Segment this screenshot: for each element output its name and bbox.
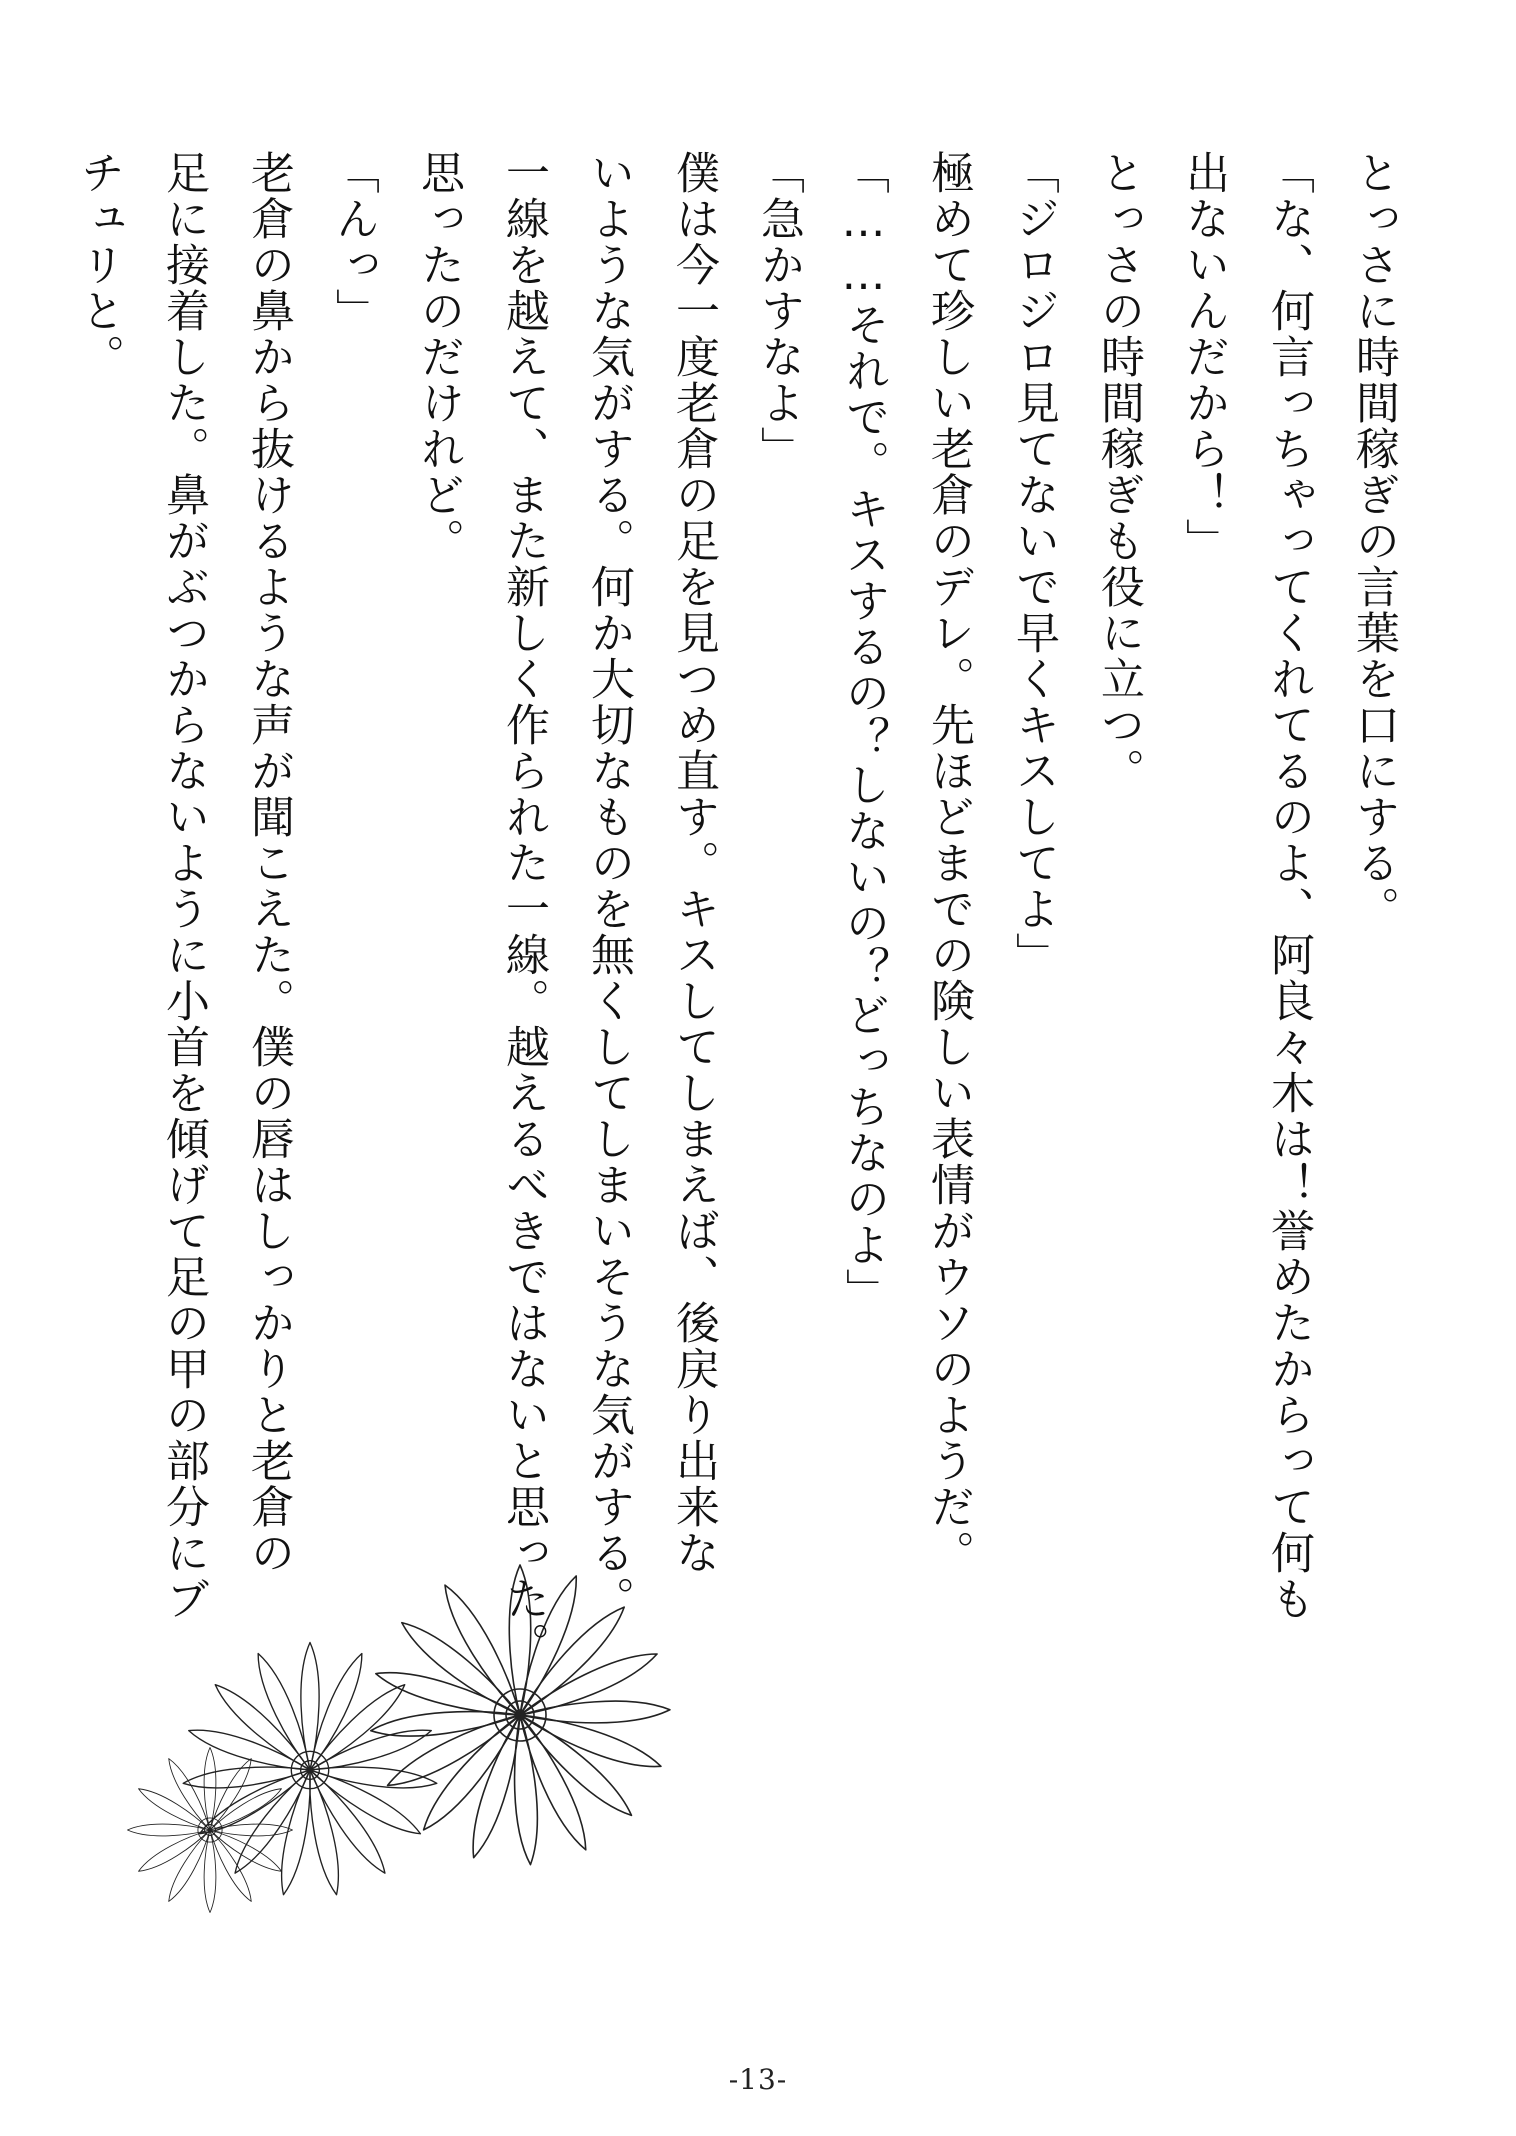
vertical-text-body (56, 150, 1416, 2030)
text-line: 「な、何言っちゃってくれてるのよ、阿良々木は！誉めたからって何も (1263, 150, 1314, 1622)
text-line: 老倉の鼻から抜けるような声が聞こえた。僕の唇はしっかりと老倉の (243, 150, 294, 1576)
text-line: 一線を越えて、また新しく作られた一線。越えるべきではないと思った。 (498, 150, 549, 1668)
text-line: 出ないんだから！」 (1178, 150, 1229, 564)
text-line: 僕は今一度老倉の足を見つめ直す。キスしてしまえば、後戻り出来な (668, 150, 719, 1576)
text-line: 「ジロジロ見てないで早くキスしてよ」 (1008, 150, 1059, 978)
text-line: 足に接着した。鼻がぶつからないように小首を傾げて足の甲の部分にブ (158, 150, 209, 1622)
text-line: 極めて珍しい老倉のデレ。先ほどまでの険しい表情がウソのようだ。 (923, 150, 974, 1576)
text-line: 「んっ」 (328, 150, 379, 334)
text-line: とっさに時間稼ぎの言葉を口にする。 (1348, 150, 1399, 932)
text-line: 「……それで。キスするの？しないの？どっちなのよ」 (838, 150, 889, 1314)
text-line: いような気がする。何か大切なものを無くしてしまいそうな気がする。 (583, 150, 634, 1622)
text-line: とっさの時間稼ぎも役に立つ。 (1093, 150, 1144, 794)
page-number: -13- (728, 2063, 788, 2096)
text-line: チュリと。 (73, 150, 124, 380)
text-line: 思ったのだけれど。 (413, 150, 464, 564)
text-line: 「急かすなよ」 (753, 150, 804, 472)
